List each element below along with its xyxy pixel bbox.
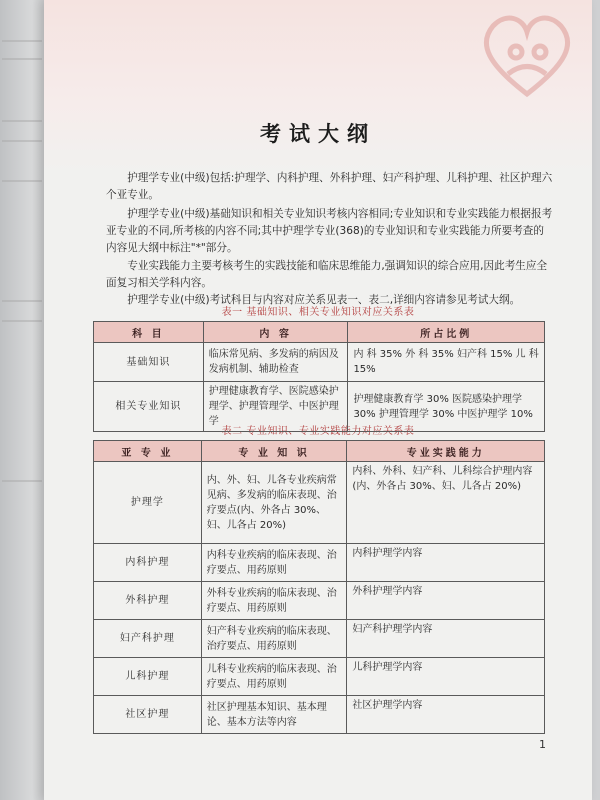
table-cell-content: 临床常见病、多发病的病因及发病机制、辅助检查 xyxy=(203,343,348,382)
table1-caption: 表一 基础知识、相关专业知识对应关系表 xyxy=(221,307,415,318)
facing-page-edge xyxy=(0,0,46,800)
table-cell-practice: 儿科护理学内容 xyxy=(347,658,545,696)
table-cell-ratio: 内 科 35% 外 科 35% 妇产科 15% 儿 科 15% xyxy=(348,343,545,382)
paragraph-4: 护理学专业(中级)考试科目与内容对应关系见表一、表二,详细内容请参见考试大纲。 xyxy=(127,294,521,306)
table-cell-practice: 外科护理学内容 xyxy=(347,582,545,620)
page-number: 1 xyxy=(539,738,546,751)
table-cell-ratio: 护理健康教育学 30% 医院感染护理学 30% 护理管理学 30% 中医护理学 10% xyxy=(348,382,545,432)
table-cell-knowledge: 外科专业疾病的临床表现、治疗要点、用药原则 xyxy=(201,582,347,620)
table-cell-subspecialty: 内科护理 xyxy=(94,544,202,582)
table-row xyxy=(94,620,545,658)
table-row xyxy=(94,696,545,734)
table1-header: 所占比例 xyxy=(348,322,545,343)
table2-header: 专 业 知 识 xyxy=(201,441,347,462)
table-cell-knowledge: 内科专业疾病的临床表现、治疗要点、用药原则 xyxy=(201,544,347,582)
table-cell-knowledge: 妇产科专业疾病的临床表现、治疗要点、用药原则 xyxy=(201,620,347,658)
table-cell-subject: 相关专业知识 xyxy=(94,382,204,432)
table-row xyxy=(94,343,545,382)
table-cell-subspecialty: 社区护理 xyxy=(94,696,202,734)
table-cell-knowledge: 社区护理基本知识、基本理论、基本方法等内容 xyxy=(201,696,347,734)
page-title: 考试大纲 xyxy=(260,122,376,146)
table2-header-row xyxy=(94,441,545,462)
table2-header: 专业实践能力 xyxy=(347,441,545,462)
table-cell-practice: 内科护理学内容 xyxy=(347,544,545,582)
table-cell-subspecialty: 护理学 xyxy=(94,462,202,544)
table-cell-knowledge: 内、外、妇、儿各专业疾病常见病、多发病的临床表现、治疗要点(内、外各占 30%、妇、儿各占 20%) xyxy=(201,462,347,544)
table2-header: 亚 专 业 xyxy=(94,441,202,462)
paragraph-1: 护理学专业(中级)包括:护理学、内科护理、外科护理、妇产科护理、儿科护理、社区护理六个亚专业。 xyxy=(106,172,553,201)
table1-header: 科 目 xyxy=(94,322,204,343)
table-cell-subspecialty: 儿科护理 xyxy=(94,658,202,696)
table-cell-subject: 基础知识 xyxy=(94,343,204,382)
table-cell-knowledge: 儿科专业疾病的临床表现、治疗要点、用药原则 xyxy=(201,658,347,696)
table1-header: 内 容 xyxy=(203,322,348,343)
table-cell-subspecialty: 妇产科护理 xyxy=(94,620,202,658)
table-row xyxy=(94,462,545,544)
table-row xyxy=(94,544,545,582)
table1-header-row xyxy=(94,322,545,343)
table-cell-subspecialty: 外科护理 xyxy=(94,582,202,620)
table1 xyxy=(93,321,545,432)
table-row xyxy=(94,658,545,696)
table-cell-practice: 社区护理学内容 xyxy=(347,696,545,734)
table-row xyxy=(94,382,545,432)
paragraph-3: 专业实践能力主要考核考生的实践技能和临床思维能力,强调知识的综合应用,因此考生应全面复习相关学科内容。 xyxy=(106,260,548,289)
table-row xyxy=(94,582,545,620)
table2-caption: 表二 专业知识、专业实践能力对应关系表 xyxy=(221,426,415,437)
paragraph-2: 护理学专业(中级)基础知识和相关专业知识考核内容相同;专业知识和专业实践能力根据报考亚专业的不同,所考核的内容不同;其中护理学专业(368)的专业知识和专业实践能力所要考查的内容见大纲中标注"*"部分。 xyxy=(106,208,553,254)
table2 xyxy=(93,440,545,734)
header-logo xyxy=(468,4,586,104)
table-cell-practice: 内科、外科、妇产科、儿科综合护理内容(内、外各占 30%、妇、儿各占 20%) xyxy=(347,462,545,544)
table-cell-content: 护理健康教育学、医院感染护理学、护理管理学、中医护理学 xyxy=(203,382,348,432)
table-cell-practice: 妇产科护理学内容 xyxy=(347,620,545,658)
